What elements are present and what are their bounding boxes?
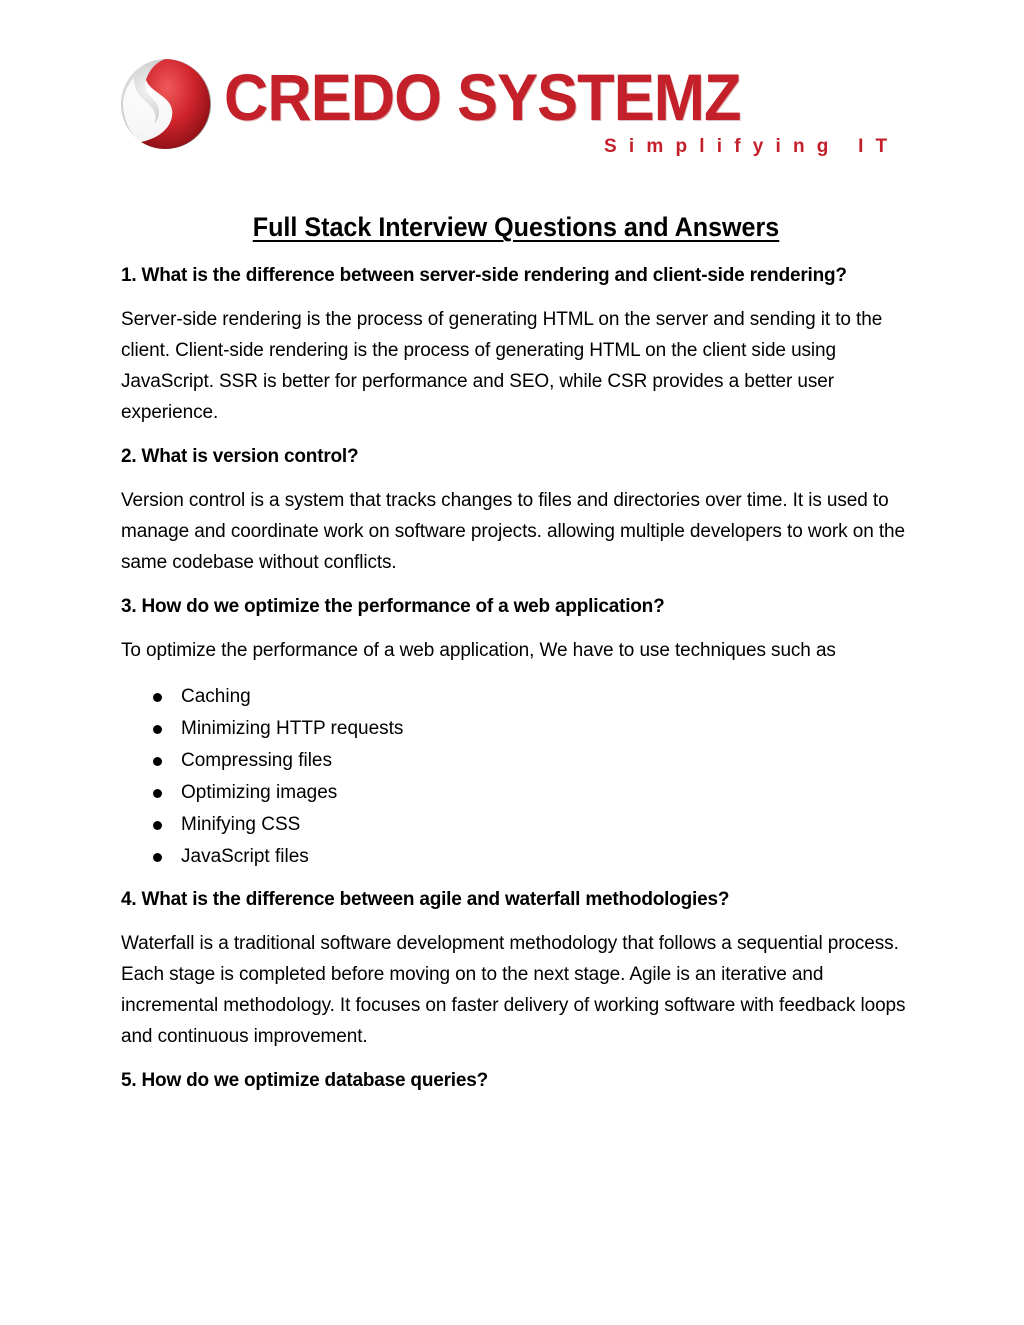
bullet-icon <box>153 757 162 766</box>
company-logo <box>120 58 900 168</box>
qa-section-3 <box>121 591 911 871</box>
question-2: 2. What is version control? <box>121 446 359 467</box>
qa-section-2 <box>121 441 911 578</box>
qa-section-5 <box>121 1065 911 1096</box>
credo-systemz-logo-mark-icon <box>120 58 212 150</box>
question-3: 3. How do we optimize the performance of a web application? <box>121 596 665 617</box>
list-item-text: Minimizing HTTP requests <box>181 718 404 739</box>
list-item <box>121 713 911 745</box>
list-item <box>121 777 911 809</box>
brand-tagline: Simplifying IT <box>604 136 900 157</box>
list-item-text: Caching <box>181 686 251 707</box>
question-1: 1. What is the difference between server-side rendering and client-side rendering? <box>121 265 847 286</box>
answer-2: Version control is a system that tracks changes to files and directories over time. It is used to manage and coordinate work on software projects. allowing multiple developers to work on the same codebase without conflicts. <box>121 490 905 573</box>
bullet-icon <box>153 853 162 862</box>
list-item-text: Minifying CSS <box>181 814 301 835</box>
list-item <box>121 809 911 841</box>
list-item-text: Optimizing images <box>181 782 338 803</box>
answer-1: Server-side rendering is the process of generating HTML on the server and sending it to the client. Client-side rendering is the process of generating HTML on the client side using JavaScript. SSR is better for performance and SEO, while CSR provides a better user experience. <box>121 309 883 423</box>
page-title: Full Stack Interview Questions and Answers <box>252 212 780 242</box>
qa-section-1 <box>121 260 911 428</box>
bullet-icon <box>153 821 162 830</box>
list-item-text: JavaScript files <box>181 846 309 867</box>
question-5: 5. How do we optimize database queries? <box>121 1070 489 1091</box>
answer-3: To optimize the performance of a web application, We have to use techniques such as <box>121 640 836 661</box>
list-item <box>121 745 911 777</box>
document-body <box>121 210 911 1109</box>
answer-4: Waterfall is a traditional software development methodology that follows a sequential process. Each stage is completed before moving on to the next stage. Agile is an iterative and incremental methodology. It focuses on faster delivery of working software with feedback loops and continuous improvement. <box>121 933 906 1047</box>
list-item <box>121 841 911 873</box>
list-item-text: Compressing files <box>181 750 332 771</box>
qa-section-4 <box>121 884 911 1052</box>
question-4: 4. What is the difference between agile and waterfall methodologies? <box>121 889 730 910</box>
list-item <box>121 681 911 713</box>
bullet-icon <box>153 789 162 798</box>
technique-list <box>121 681 911 873</box>
bullet-icon <box>153 725 162 734</box>
bullet-icon <box>153 693 162 702</box>
brand-name: CREDO SYSTEMZ <box>224 60 741 134</box>
